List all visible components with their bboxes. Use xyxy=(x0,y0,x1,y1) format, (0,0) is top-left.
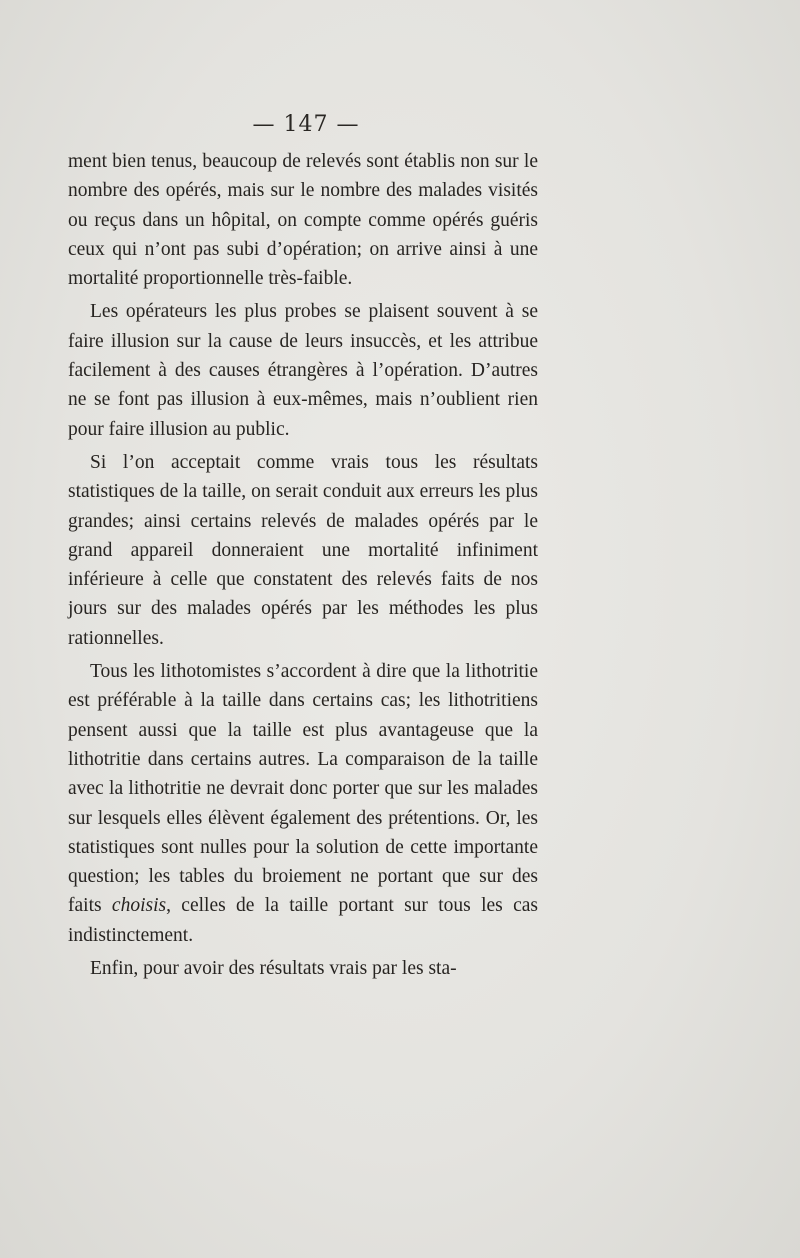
paragraph-4-text: Tous les lithotomistes s’accordent à dire que la lithotritie est préférable à la taille dans certains cas; les lithotritiens pensent aussi que la taille est plus avantageuse que la lithotritie dans certains autres. La comparaison de la taille avec la lithotritie ne devrait donc porter que sur les malades sur lesquels elles élèvent également des prétentions. Or, les statistiques sont nulles pour la solution de cette importante question; les tables du broiement ne portant que sur des faits xyxy=(68,661,538,917)
paragraph-2: Les opérateurs les plus probes se plaisent souvent à se faire illusion sur la cause de leurs insuccès, et les attribue facilement à des causes étrangères à l’opération. D’autres ne se font pas illusion à eux-mêmes, mais n’oublient rien pour faire illusion au public. xyxy=(68,301,538,440)
paragraph-4 xyxy=(68,657,538,950)
paragraph-4-tail: , celles de la taille portant sur tous les cas indistinctement. xyxy=(68,895,539,946)
page-number: — 147 — xyxy=(252,112,360,137)
paragraph-3: Si l’on acceptait comme vrais tous les résultats statistiques de la taille, on serait conduit aux erreurs les plus grandes; ainsi certains relevés de malades opérés par le grand appareil donneraient une mortalité infiniment inférieure à celle que constatent des relevés faits de nos jours sur des malades opérés par les méthodes les plus rationnelles. xyxy=(68,451,538,649)
paragraph-5: Enfin, pour avoir des résultats vrais par les sta- xyxy=(90,958,457,980)
paragraph-4-italic-word: choisis xyxy=(111,895,167,917)
body-text xyxy=(68,147,538,987)
paragraph-1: ment bien tenus, beaucoup de relevés sont établis non sur le nombre des opérés, mais sur le nombre des malades visités ou reçus dans un hôpital, on compte comme opérés guéris ceux qui n’ont pas subi d’opération; on arrive ainsi à une mortalité proportionnelle très-faible. xyxy=(68,151,538,290)
